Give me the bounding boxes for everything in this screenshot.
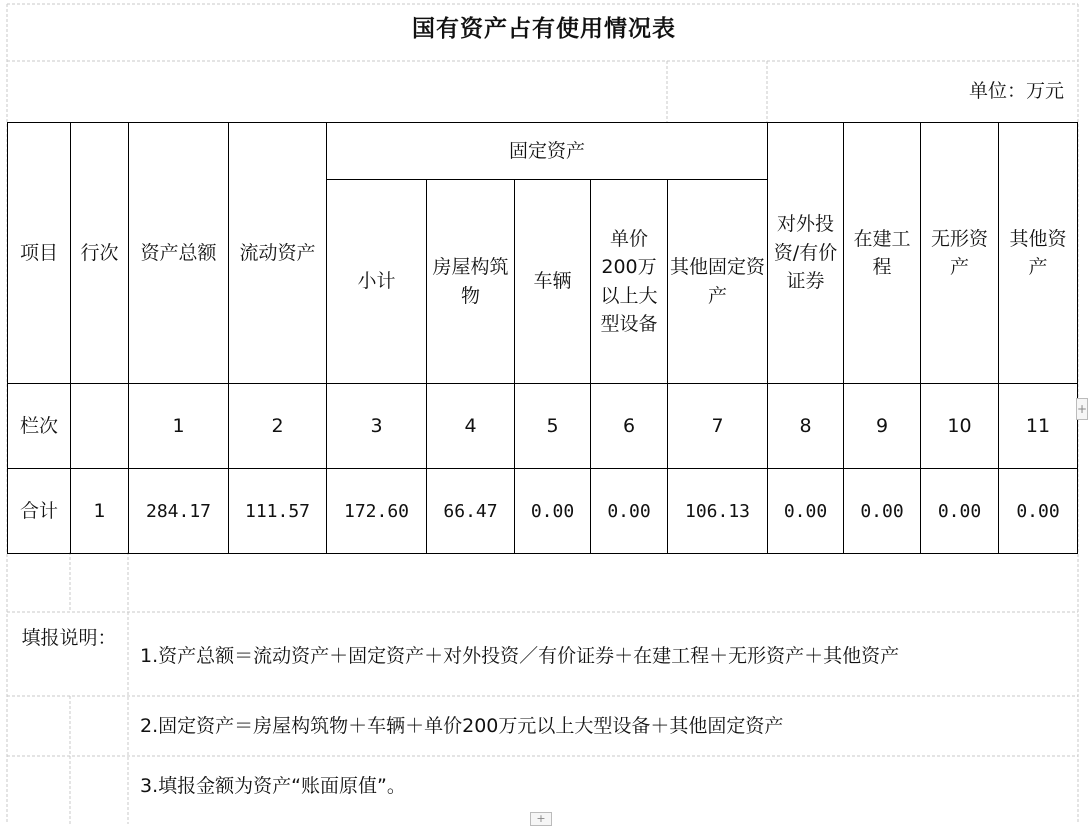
- column-number[interactable]: 7: [668, 384, 768, 469]
- investments-value[interactable]: 0.00: [768, 469, 844, 554]
- table-edge-handle[interactable]: +: [1076, 398, 1088, 420]
- vehicles-value[interactable]: 0.00: [515, 469, 591, 554]
- column-number[interactable]: 1: [129, 384, 229, 469]
- construction-value[interactable]: 0.00: [844, 469, 921, 554]
- header-intangible[interactable]: 无形资产: [921, 123, 999, 384]
- header-fixed-assets-group[interactable]: 固定资产: [327, 123, 768, 180]
- header-investments[interactable]: 对外投资/有价证券: [768, 123, 844, 384]
- column-number[interactable]: 5: [515, 384, 591, 469]
- header-other-fixed[interactable]: 其他固定资产: [668, 180, 768, 384]
- other-assets-value[interactable]: 0.00: [999, 469, 1078, 554]
- column-row-label[interactable]: 栏次: [8, 384, 71, 469]
- header-row-no[interactable]: 行次: [71, 123, 129, 384]
- header-vehicles[interactable]: 车辆: [515, 180, 591, 384]
- column-number[interactable]: 10: [921, 384, 999, 469]
- column-number[interactable]: 8: [768, 384, 844, 469]
- total-row-no[interactable]: 1: [71, 469, 129, 554]
- note-item[interactable]: 2.固定资产＝房屋构筑物＋车辆＋单价200万元以上大型设备＋其他固定资产: [140, 715, 784, 737]
- unit-label: 单位：万元: [968, 80, 1064, 102]
- column-number[interactable]: 2: [229, 384, 327, 469]
- column-number[interactable]: 6: [591, 384, 668, 469]
- current-assets-value[interactable]: 111.57: [229, 469, 327, 554]
- note-item[interactable]: 3.填报金额为资产“账面原值”。: [140, 775, 406, 797]
- column-number[interactable]: [71, 384, 129, 469]
- other-fixed-value[interactable]: 106.13: [668, 469, 768, 554]
- header-buildings[interactable]: 房屋构筑物: [427, 180, 515, 384]
- large-equipment-value[interactable]: 0.00: [591, 469, 668, 554]
- note-item[interactable]: 1.资产总额＝流动资产＋固定资产＋对外投资／有价证券＋在建工程＋无形资产＋其他资产: [140, 645, 900, 667]
- buildings-value[interactable]: 66.47: [427, 469, 515, 554]
- asset-table: [7, 122, 1078, 554]
- header-item[interactable]: 项目: [8, 123, 71, 384]
- subtotal-value[interactable]: 172.60: [327, 469, 427, 554]
- column-number[interactable]: 3: [327, 384, 427, 469]
- header-construction[interactable]: 在建工程: [844, 123, 921, 384]
- column-number[interactable]: 11: [999, 384, 1078, 469]
- total-assets-value[interactable]: 284.17: [129, 469, 229, 554]
- header-subtotal[interactable]: 小计: [327, 180, 427, 384]
- column-number[interactable]: 4: [427, 384, 515, 469]
- header-large-equipment[interactable]: 单价200万以上大型设备: [591, 180, 668, 384]
- intangible-value[interactable]: 0.00: [921, 469, 999, 554]
- header-total-assets[interactable]: 资产总额: [129, 123, 229, 384]
- notes-label[interactable]: 填报说明：: [21, 627, 117, 649]
- header-current-assets[interactable]: 流动资产: [229, 123, 327, 384]
- add-row-handle[interactable]: +: [530, 812, 552, 826]
- column-number[interactable]: 9: [844, 384, 921, 469]
- page-title: 国有资产占有使用情况表: [412, 16, 676, 42]
- total-row-label[interactable]: 合计: [8, 469, 71, 554]
- header-other-assets[interactable]: 其他资产: [999, 123, 1078, 384]
